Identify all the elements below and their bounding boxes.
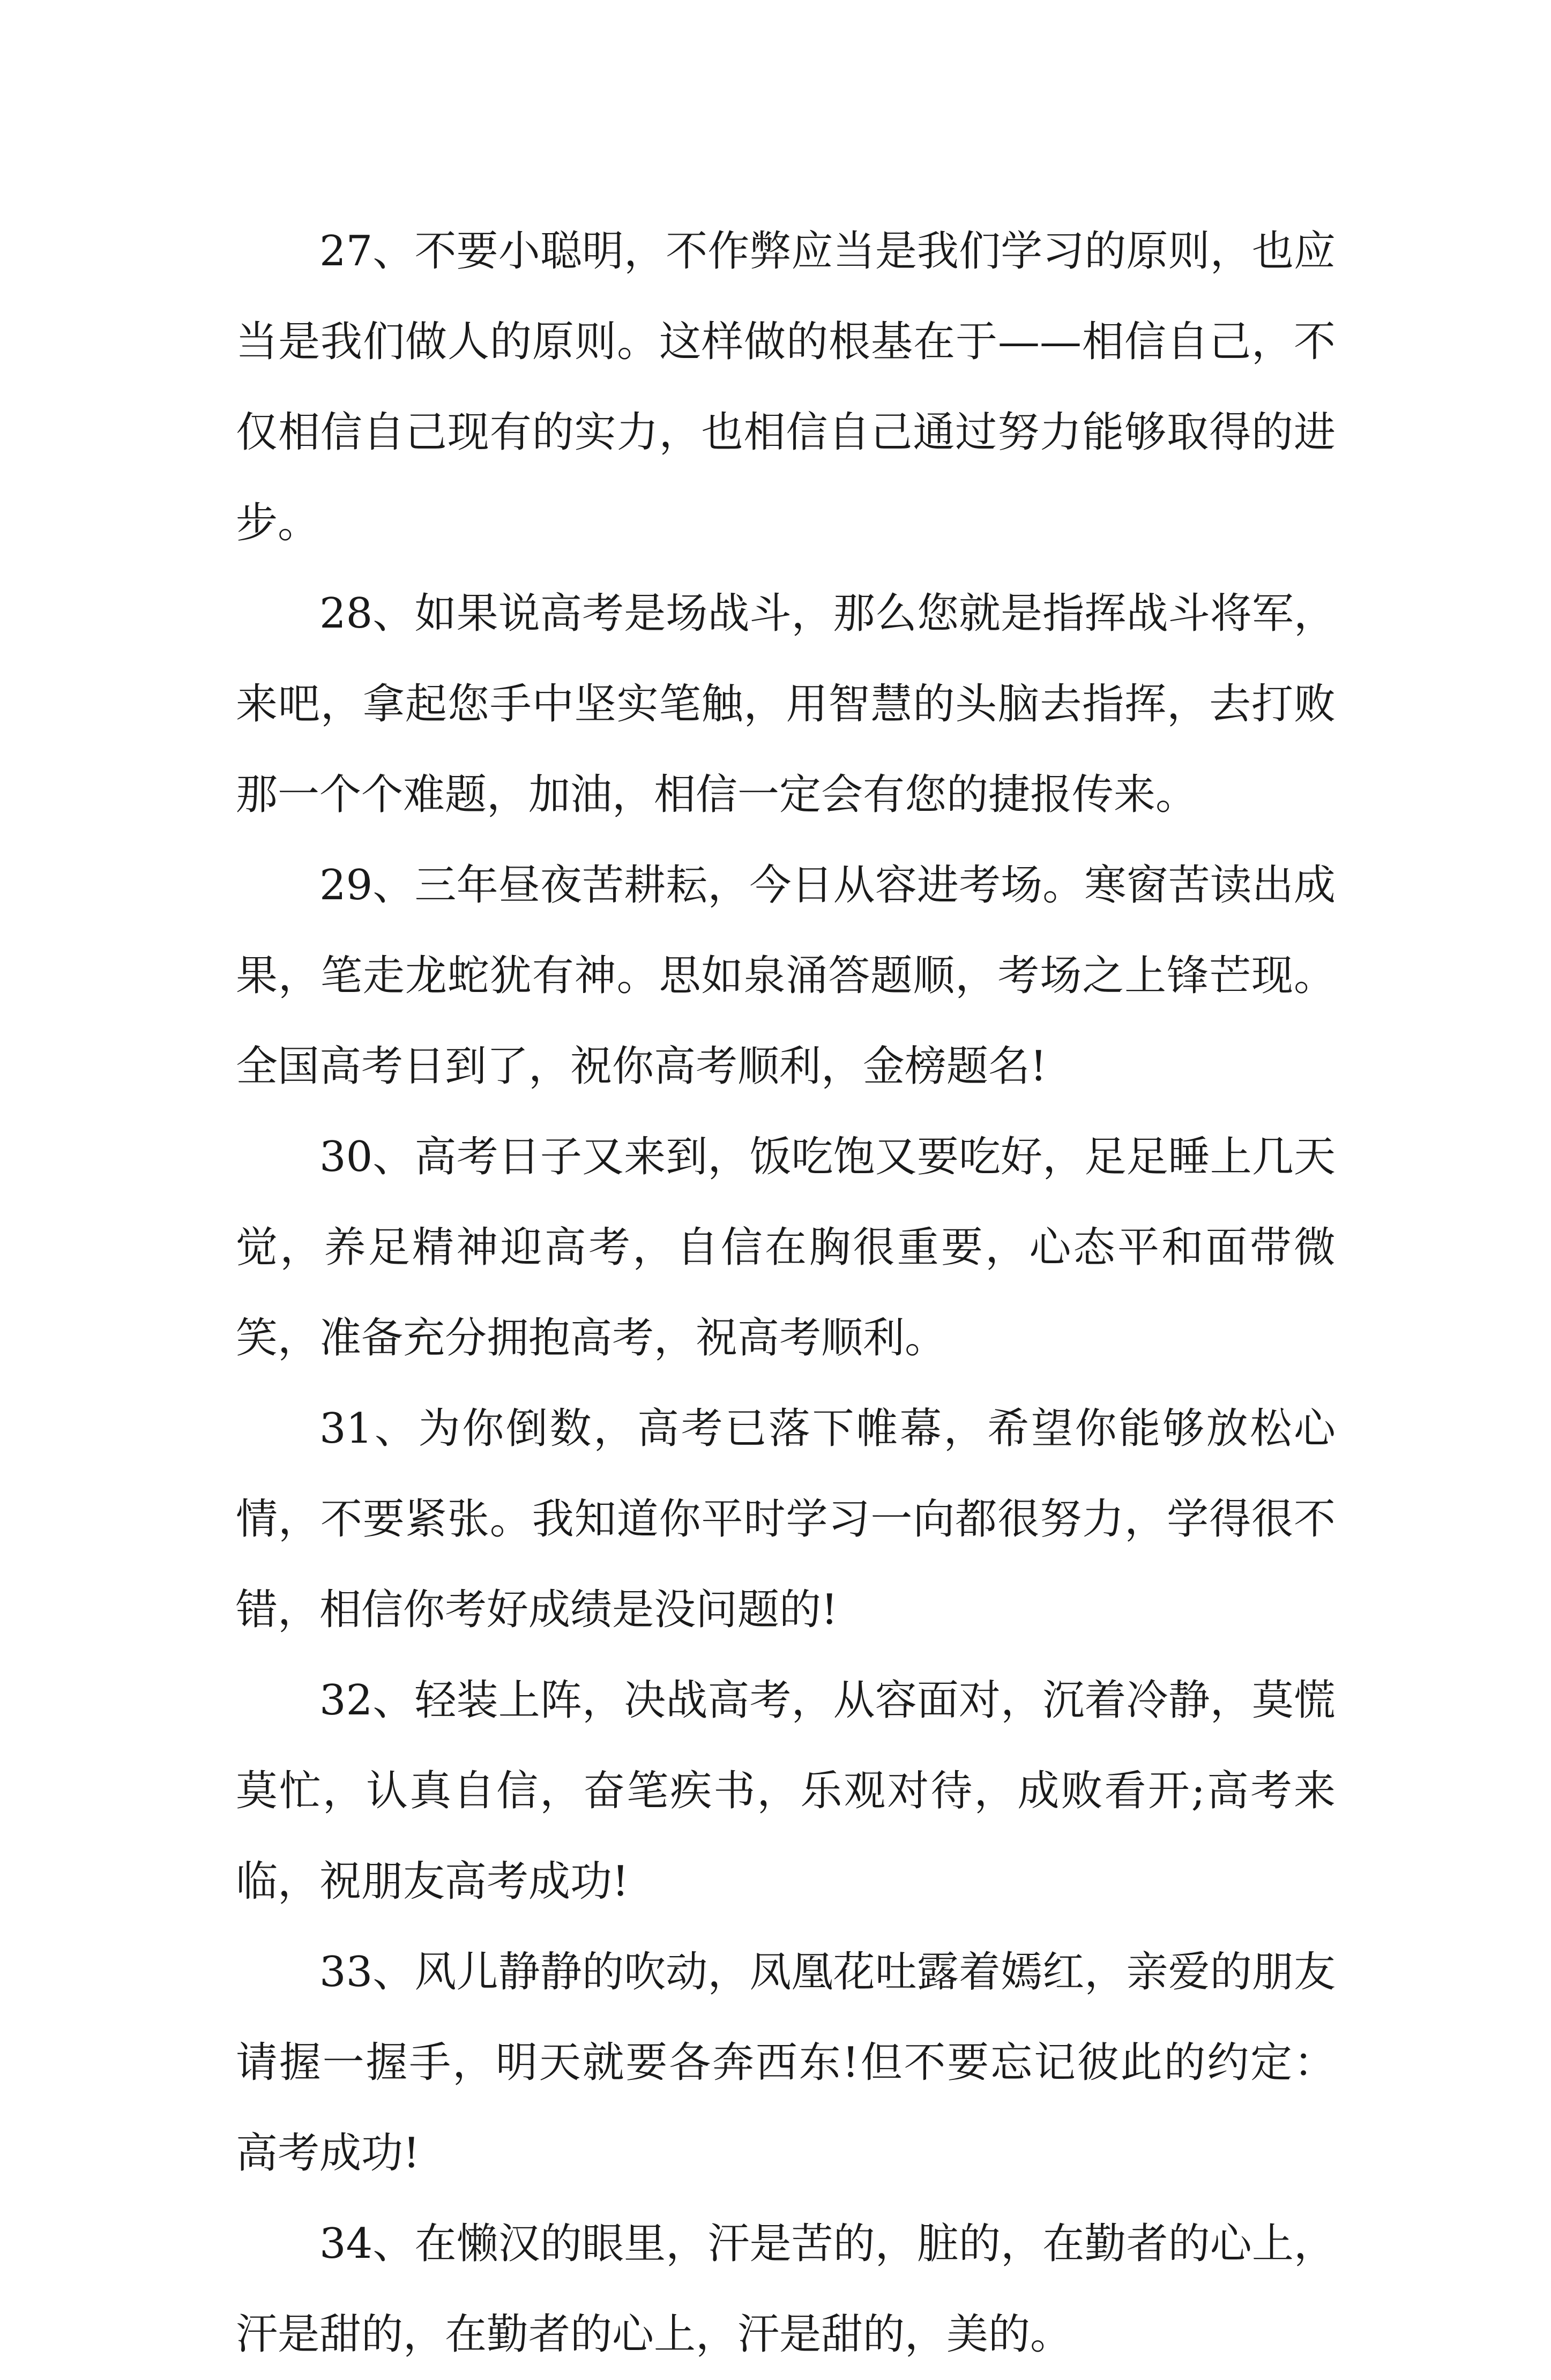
paragraph-29: 29、三年昼夜苦耕耘，今日从容进考场。寒窗苦读出成果，笔走龙蛇犹有神。思如泉涌答题顺，考场之上锋芒现。全国高考日到了，祝你高考顺利，金榜题名!: [236, 861, 1336, 1091]
paragraph-30: 30、高考日子又来到，饭吃饱又要吃好，足足睡上几天觉，养足精神迎高考，自信在胸很重要，心态平和面带微笑，准备充分拥抱高考，祝高考顺利。: [236, 1133, 1336, 1362]
document-body: [236, 206, 1336, 2380]
paragraph-33: 33、风儿静静的吹动，凤凰花吐露着嫣红，亲爱的朋友请握一握手，明天就要各奔西东!但不要忘记彼此的约定：高考成功!: [236, 1948, 1336, 2177]
paragraph-31: 31、为你倒数，高考已落下帷幕，希望你能够放松心情，不要紧张。我知道你平时学习一向都很努力，学得很不错，相信你考好成绩是没问题的!: [236, 1405, 1336, 1634]
paragraph-34: 34、在懒汉的眼里，汗是苦的，脏的，在勤者的心上，汗是甜的，在勤者的心上，汗是甜的，美的。: [236, 2220, 1336, 2359]
paragraph-27: 27、不要小聪明，不作弊应当是我们学习的原则，也应当是我们做人的原则。这样做的根基在于——相信自己，不仅相信自己现有的实力，也相信自己通过努力能够取得的进步。: [236, 227, 1336, 547]
paragraph-28: 28、如果说高考是场战斗，那么您就是指挥战斗将军，来吧，拿起您手中坚实笔触，用智慧的头脑去指挥，去打败那一个个难题，加油，相信一定会有您的捷报传来。: [236, 590, 1336, 819]
paragraph-32: 32、轻装上阵，决战高考，从容面对，沉着冷静，莫慌莫忙，认真自信，奋笔疾书，乐观对待，成败看开;高考来临，祝朋友高考成功!: [236, 1676, 1336, 1906]
